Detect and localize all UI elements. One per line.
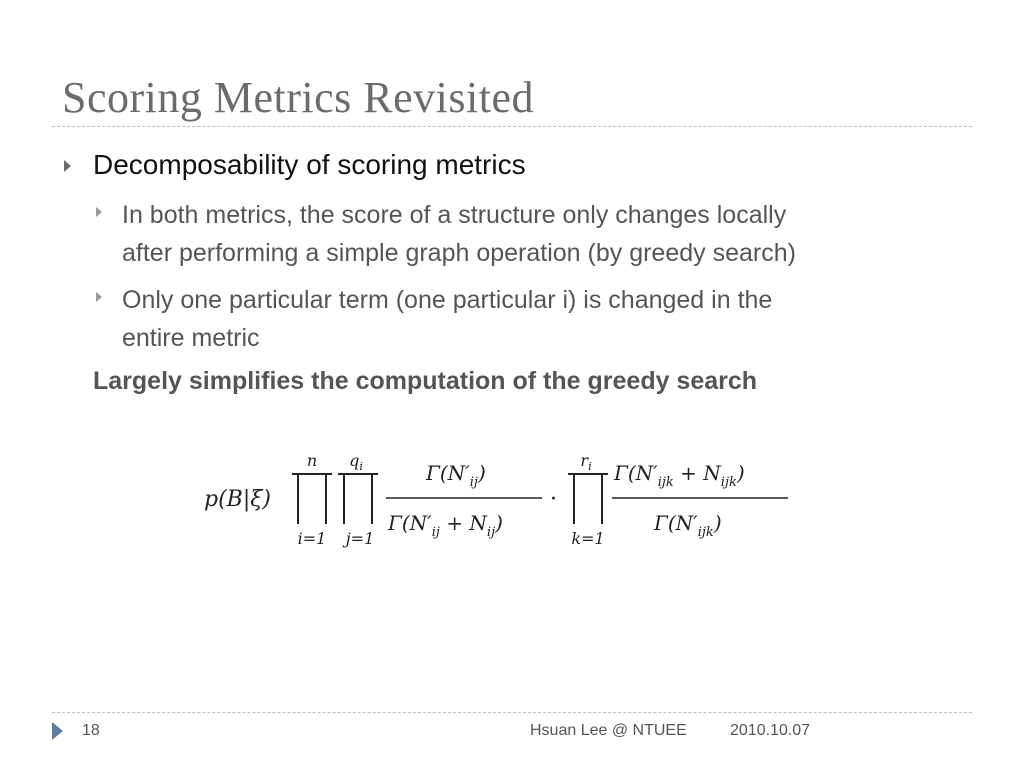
- sub-bullet-1-line2: after performing a simple graph operation (by greedy search): [122, 239, 796, 267]
- multiply-dot: ·: [550, 487, 557, 512]
- main-bullet: [64, 148, 526, 182]
- frac1-den-b: + N: [439, 511, 487, 535]
- prod3-upper: r: [580, 451, 589, 470]
- formula-lhs: p(B|ξ): [204, 487, 271, 512]
- sub-bullet-1-line1: In both metrics, the score of a structure only changes locally: [122, 201, 787, 229]
- product-symbol-1: [292, 474, 332, 524]
- frac1-num-sub: ij: [469, 475, 478, 490]
- sub-bullet-arrow-icon: [96, 292, 102, 302]
- prod3-lower: k=1: [571, 529, 605, 548]
- footer-date: 2010.10.07: [730, 722, 811, 739]
- prod2-upper-sub: i: [359, 460, 363, 473]
- frac2-den-close: ): [713, 511, 722, 535]
- product-symbol-3: [568, 474, 608, 524]
- frac1-num: Γ(N′: [426, 461, 470, 485]
- main-bullet-text: Decomposability of scoring metrics: [93, 149, 526, 180]
- frac2-num-close: ): [736, 461, 745, 485]
- frac1-num-close: ): [477, 461, 486, 485]
- frac1-den-b-sub: ij: [486, 525, 496, 540]
- sub-bullet-1: [96, 196, 796, 272]
- sub-bullet-2: [96, 281, 772, 357]
- scoring-formula: [204, 448, 804, 558]
- prod2-upper: q: [349, 451, 360, 470]
- svg-text:Γ(N′ij): [425, 461, 486, 490]
- svg-text:ri: [580, 451, 591, 473]
- sub-bullet-2-line1: Only one particular term (one particular i) is changed in the: [122, 286, 773, 314]
- frac2-num-b-sub: ijk: [720, 475, 737, 490]
- product-symbol-2: [338, 474, 378, 524]
- footer-author: Hsuan Lee @ NTUEE: [530, 722, 687, 739]
- prod2-lower: j=1: [345, 529, 375, 548]
- frac1-den-close: ): [495, 511, 503, 535]
- page-number: 18: [82, 722, 100, 739]
- footer-arrow-icon: [52, 722, 63, 740]
- svg-text:Γ(N′ij + Nij): [387, 511, 503, 540]
- sub-bullet-arrow-icon: [96, 207, 102, 217]
- svg-text:Γ(N′ijk): [653, 511, 722, 540]
- conclusion-text: Largely simplifies the computation of the greedy search: [93, 367, 758, 395]
- frac2-num-a-sub: ijk: [657, 475, 674, 490]
- bullet-arrow-icon: [64, 160, 71, 172]
- title-divider: [52, 126, 972, 127]
- prod1-lower: i=1: [297, 529, 327, 548]
- frac2-den-sub: ijk: [697, 525, 714, 540]
- frac1-den-a: Γ(N′: [388, 511, 432, 535]
- svg-text:qi: [349, 451, 363, 473]
- prod3-upper-sub: i: [588, 460, 592, 473]
- sub-bullet-2-line2: entire metric: [122, 324, 260, 352]
- footer-divider: [52, 712, 972, 713]
- svg-text:Γ(N′ijk + Nijk): [613, 461, 745, 490]
- frac2-den: Γ(N′: [654, 511, 698, 535]
- slide-title: Scoring Metrics Revisited: [62, 73, 534, 122]
- frac2-num-a: Γ(N′: [614, 461, 658, 485]
- frac1-den-a-sub: ij: [431, 525, 440, 540]
- frac2-num-b: + N: [673, 461, 721, 485]
- prod1-upper: n: [306, 451, 318, 470]
